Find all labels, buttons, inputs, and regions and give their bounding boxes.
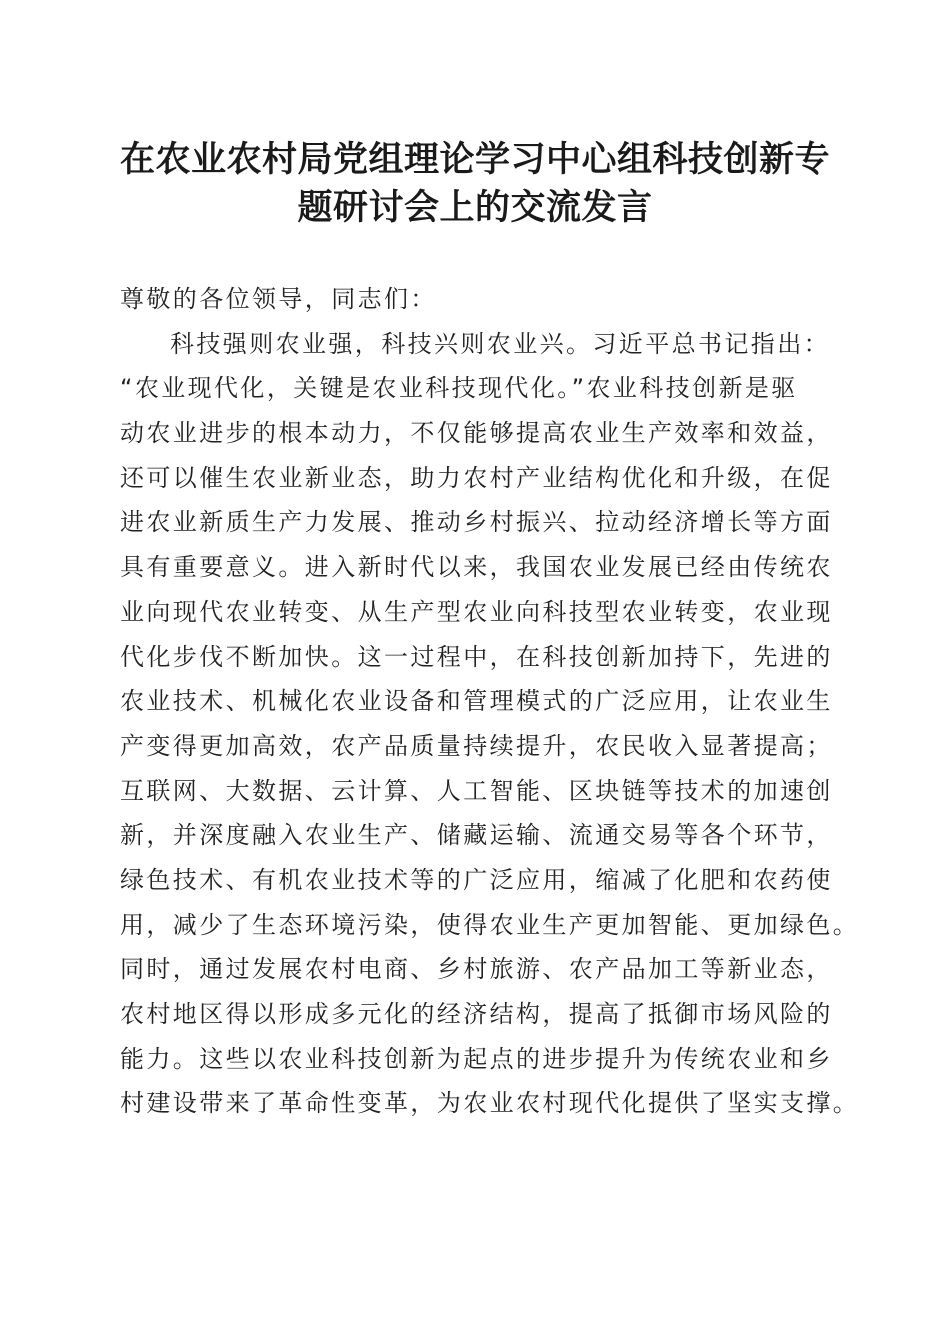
paragraph-line: 互联网、大数据、云计算、人工智能、区块链等技术的加速创: [120, 776, 833, 805]
document-body: [120, 279, 860, 1128]
salutation: 尊敬的各位领导，同志们：: [120, 285, 437, 313]
paragraph-line: 业向现代农业转变、从生产型农业向科技型农业转变，农业现: [120, 597, 833, 626]
paragraph-line: 绿色技术、有机农业技术等的广泛应用，缩减了化肥和农药使: [120, 865, 833, 894]
paragraph-line: 还可以催生农业新业态，助力农村产业结构优化和升级，在促: [120, 463, 833, 492]
paragraph-line: 进农业新质生产力发展、推动乡村振兴、拉动经济增长等方面: [120, 508, 833, 537]
document-title: [100, 136, 850, 232]
paragraph-line: 农业技术、机械化农业设备和管理模式的广泛应用，让农业生: [120, 687, 833, 716]
paragraph-line: 新，并深度融入农业生产、储藏运输、流通交易等各个环节，: [120, 821, 833, 850]
paragraph-line: 农村地区得以形成多元化的经济结构，提高了抵御市场风险的: [120, 1000, 833, 1028]
body-paragraph: [120, 324, 860, 1128]
paragraph-line: “农业现代化，关键是农业科技现代化。”农业科技创新是驱: [120, 374, 798, 403]
paragraph-line: 具有重要意义。进入新时代以来，我国农业发展已经由传统农: [120, 553, 833, 582]
paragraph-line: 产变得更加高效，农产品质量持续提升，农民收入显著提高；: [120, 731, 833, 760]
title-line-2: 题研讨会上的交流发言: [297, 187, 653, 228]
paragraph-line: 村建设带来了革命性变革，为农业农村现代化提供了坚实支撑。: [120, 1089, 860, 1118]
paragraph-line: 动农业进步的根本动力，不仅能够提高农业生产效率和效益，: [120, 419, 833, 448]
paragraph-line: 用，减少了生态环境污染，使得农业生产更加智能、更加绿色。: [120, 910, 860, 939]
title-line-1: 在农业农村局党组理论学习中心组科技创新专: [119, 139, 830, 180]
paragraph-line: 科技强则农业强，科技兴则农业兴。习近平总书记指出：: [170, 329, 830, 358]
paragraph-line: 同时，通过发展农村电商、乡村旅游、农产品加工等新业态，: [120, 955, 833, 984]
paragraph-line: 代化步伐不断加快。这一过程中，在科技创新加持下，先进的: [120, 642, 833, 671]
paragraph-line: 能力。这些以农业科技创新为起点的进步提升为传统农业和乡: [120, 1044, 833, 1073]
